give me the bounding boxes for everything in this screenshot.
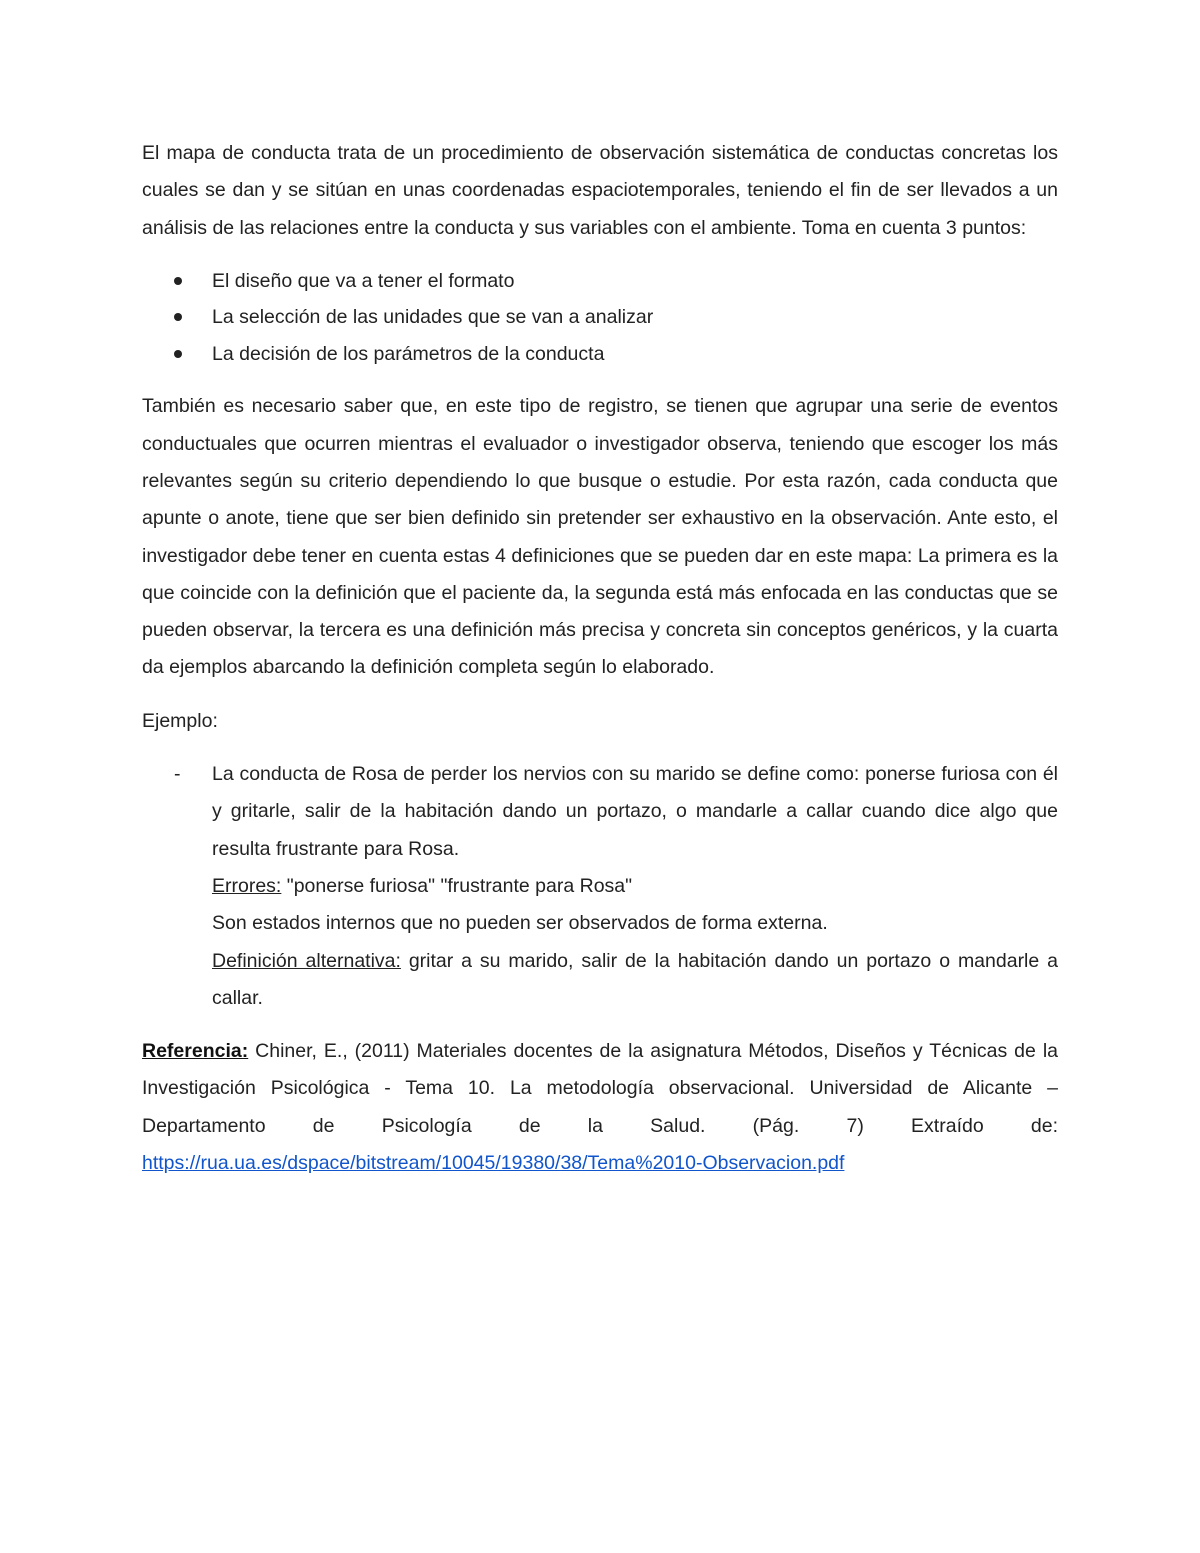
intro-paragraph: El mapa de conducta trata de un procedimiento de observación sistemática de conductas concretas los cuales se dan y se sitúan en unas coordenadas espaciotemporales, teniendo el fin de ser llevados a un análisis de las relaciones entre la conducta y sus variables con el ambiente. Toma en cuenta 3 puntos:	[142, 142, 1058, 239]
example-list	[142, 756, 1058, 1017]
list-item	[142, 336, 1058, 373]
reference-text: Chiner, E., (2011) Materiales docentes de la asignatura Métodos, Diseños y Técnicas de la Investigación Psicológica - Tema 10. La metodología observacional. Universidad de Alicante – Departamento de Psicología de la Salud. (Pág. 7) Extraído de:	[142, 1040, 1058, 1137]
list-item-text: La selección de las unidades que se van a analizar	[212, 306, 654, 329]
alternative-text: gritar a su marido, salir de la habitación dando un portazo o mandarle a callar.	[212, 949, 1058, 1009]
list-item	[142, 756, 1058, 1017]
reference-paragraph	[142, 1033, 1058, 1182]
points-list	[142, 263, 1058, 373]
list-item	[142, 263, 1058, 300]
list-item-text: La decisión de los parámetros de la conducta	[212, 342, 605, 365]
internal-states-line: Son estados internos que no pueden ser observados de forma externa.	[212, 912, 828, 935]
errors-label: Errores:	[212, 874, 282, 897]
bullet-icon	[174, 313, 182, 321]
second-paragraph: También es necesario saber que, en este tipo de registro, se tienen que agrupar una serie de eventos conductuales que ocurren mientras el evaluador o investigador observa, teniendo que escoger los más relevantes según su criterio dependiendo lo que busque o estudie. Por esta razón, cada conducta que apunte o anote, tiene que ser bien definido sin pretender ser exhaustivo en la observación. Ante esto, el investigador debe tener en cuenta estas 4 definiciones que se pueden dar en este mapa: La primera es la que coincide con la definición que el paciente da, la segunda está más enfocada en las conductas que se pueden observar, la tercera es una definición más precisa y concreta sin conceptos genéricos, y la cuarta da ejemplos abarcando la definición completa según lo elaborado.	[142, 395, 1058, 679]
list-item	[142, 299, 1058, 336]
alternative-line	[212, 943, 1058, 1018]
errors-text: "ponerse furiosa" "frustrante para Rosa"	[281, 874, 633, 897]
errors-line	[212, 868, 1058, 905]
alternative-label: Definición alternativa:	[212, 949, 401, 972]
dash-marker: -	[174, 763, 181, 786]
reference-label: Referencia:	[142, 1040, 249, 1063]
reference-link[interactable]: https://rua.ua.es/dspace/bitstream/10045/19380/38/Tema%2010-Observacion.pdf	[142, 1152, 845, 1175]
list-item-text: El diseño que va a tener el formato	[212, 269, 515, 292]
example-label: Ejemplo:	[142, 709, 218, 732]
bullet-icon	[174, 277, 182, 285]
bullet-icon	[174, 350, 182, 358]
document-page	[142, 135, 1058, 1182]
example-definition: La conducta de Rosa de perder los nervios con su marido se define como: ponerse furiosa con él y gritarle, salir de la habitación dando un portazo, o mandarle a callar cuando dice algo que resulta frustrante para Rosa.	[212, 763, 1058, 860]
